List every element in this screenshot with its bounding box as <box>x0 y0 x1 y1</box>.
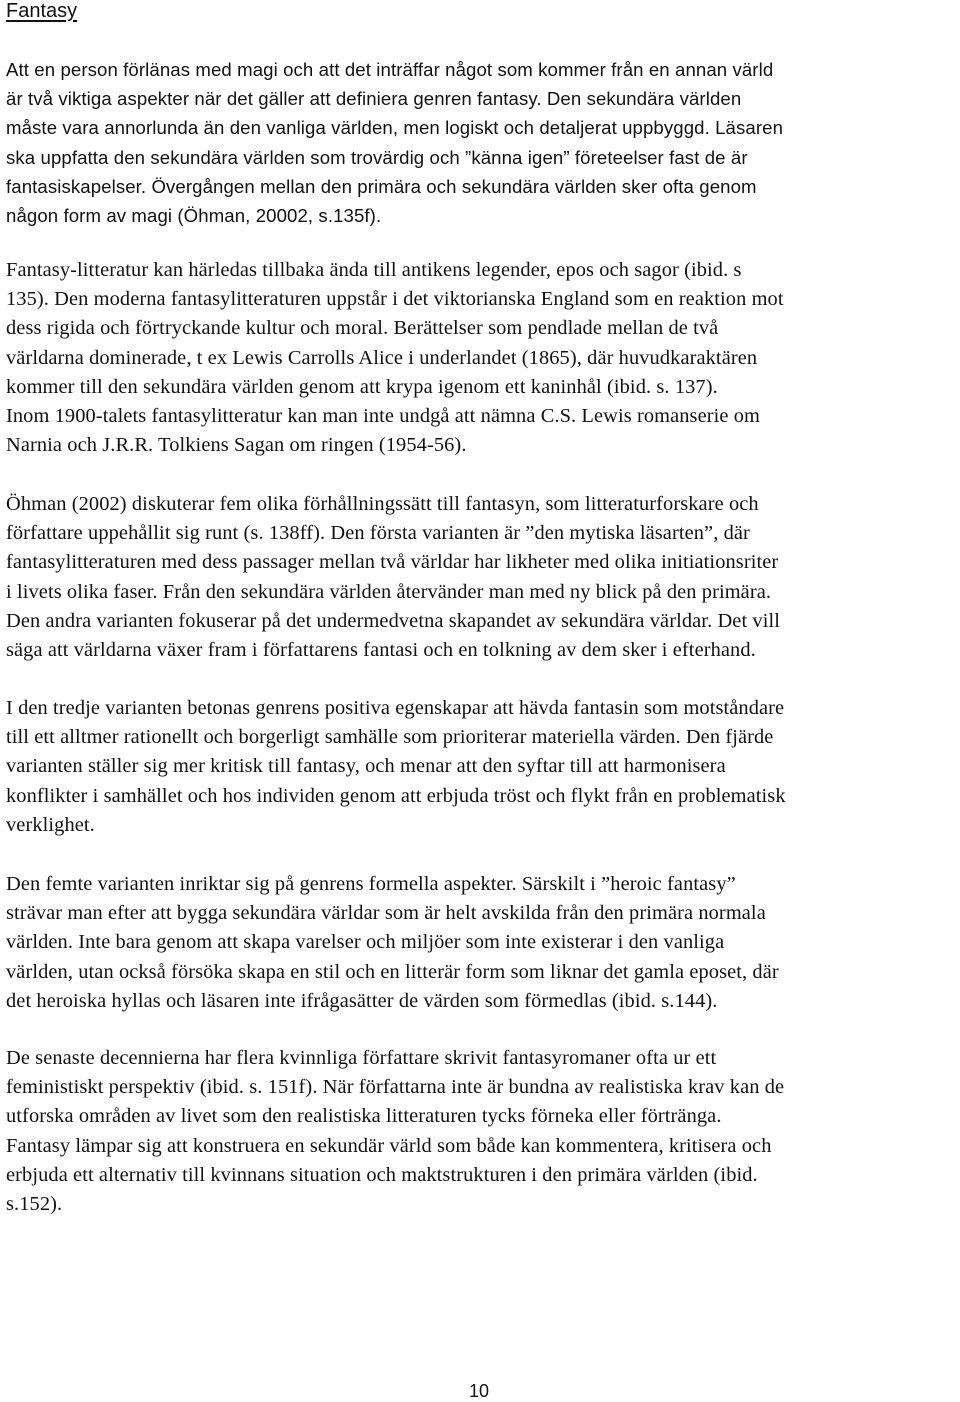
paragraph-line: Fantasy lämpar sig att konstruera en sekundär värld som både kan kommentera, kritisera och <box>6 1134 772 1157</box>
paragraph-6 <box>6 1044 958 1219</box>
paragraph-line: till ett alltmer rationellt och borgerligt samhälle som prioriterar materiella värden. Den fjärde <box>6 726 774 749</box>
paragraph-line: utforska områden av livet som den realistiska litteraturen tycks förneka eller förtränga. <box>6 1105 722 1128</box>
paragraph-line: ska uppfatta den sekundära världen som trovärdig och ”känna igen” företeelser fast de är <box>6 146 748 168</box>
paragraph-line: världen, utan också försöka skapa en stil och en litterär form som liknar det gamla eposet, där <box>6 960 779 983</box>
paragraph-line: 135). Den moderna fantasylitteraturen uppstår i det viktorianska England som en reaktion mot <box>6 288 784 311</box>
paragraph-2 <box>6 256 958 460</box>
paragraph-line: konflikter i samhället och hos individen genom att erbjuda tröst och flykt från en problematisk <box>6 784 786 807</box>
paragraph-line: Den femte varianten inriktar sig på genrens formella aspekter. Särskilt i ”heroic fantasy” <box>6 873 736 895</box>
paragraph-line: kommer till den sekundära världen genom att krypa igenom ett kaninhål (ibid. s. 137). <box>6 375 718 398</box>
paragraph-line: varianten ställer sig mer kritisk till fantasy, och menar att den syftar till att harmonisera <box>6 755 726 778</box>
paragraph-line: s.152). <box>6 1193 63 1216</box>
paragraph-line: någon form av magi (Öhman, 20002, s.135f). <box>6 205 382 227</box>
paragraph-line: I den tredje varianten betonas genrens positiva egenskapar att hävda fantasin som motståndare <box>6 697 785 719</box>
paragraph-line: erbjuda ett alternativ till kvinnans situation och maktstrukturen i den primära världen (ibid. <box>6 1163 758 1186</box>
paragraph-line: fantasiskapelser. Övergången mellan den primära och sekundära världen sker ofta genom <box>6 175 757 197</box>
paragraph-line: måste vara annorlunda än den vanliga världen, men logiskt och detaljerat uppbyggd. Läsaren <box>6 117 784 139</box>
paragraph-line: De senaste decennierna har flera kvinnliga författare skrivit fantasyromaner ofta ur ett <box>6 1047 717 1069</box>
paragraph-line: Att en person förlänas med magi och att det inträffar något som kommer från en annan värld <box>6 59 774 80</box>
paragraph-line: Narnia och J.R.R. Tolkiens Sagan om ringen (1954-56). <box>6 434 467 457</box>
paragraph-4 <box>6 694 958 840</box>
paragraph-line: det heroiska hyllas och läsaren inte ifrågasätter de värden som förmedlas (ibid. s.144). <box>6 989 718 1012</box>
paragraph-line: dess rigida och förtryckande kultur och moral. Berättelser som pendlade mellan de två <box>6 317 719 340</box>
paragraph-line: Inom 1900-talets fantasylitteratur kan man inte undgå att nämna C.S. Lewis romanserie om <box>6 405 760 428</box>
paragraph-3 <box>6 490 958 665</box>
paragraph-line: världen. Inte bara genom att skapa varelser och miljöer som inte existerar i den vanliga <box>6 931 725 954</box>
paragraph-line: Den andra varianten fokuserar på det undermedvetna skapandet av sekundära världar. Det vill <box>6 609 780 632</box>
section-heading: Fantasy <box>6 0 78 22</box>
paragraph-line: Fantasy-litteratur kan härledas tillbaka ända till antikens legender, epos och sagor (ibid. s <box>6 259 742 281</box>
paragraph-line: verklighet. <box>6 813 95 836</box>
paragraph-line: författare uppehållit sig runt (s. 138ff). Den första varianten är ”den mytiska läsarten”, där <box>6 522 750 545</box>
paragraph-1 <box>6 55 958 230</box>
paragraph-line: i livets olika faser. Från den sekundära världen återvänder man med ny blick på den primära. <box>6 580 772 603</box>
paragraph-line: säga att världarna växer fram i författarens fantasi och en tolkning av dem sker i efterhand. <box>6 639 756 662</box>
page-number: 10 <box>469 1381 490 1401</box>
paragraph-line: Öhman (2002) diskuterar fem olika förhållningssätt till fantasyn, som litteraturforskare och <box>6 493 759 515</box>
paragraph-line: fantasylitteraturen med dess passager mellan två världar har likheter med olika initiationsriter <box>6 551 779 574</box>
paragraph-line: världarna dominerade, t ex Lewis Carrolls Alice i underlandet (1865), där huvudkaraktären <box>6 346 758 369</box>
paragraph-line: är två viktiga aspekter när det gäller att definiera genren fantasy. Den sekundära världen <box>6 88 742 110</box>
paragraph-line: strävar man efter att bygga sekundära världar som är helt avskilda från den primära normala <box>6 902 766 925</box>
paragraph-5 <box>6 870 958 1016</box>
paragraph-line: feministiskt perspektiv (ibid. s. 151f). När författarna inte är bundna av realistiska krav kan de <box>6 1076 785 1099</box>
